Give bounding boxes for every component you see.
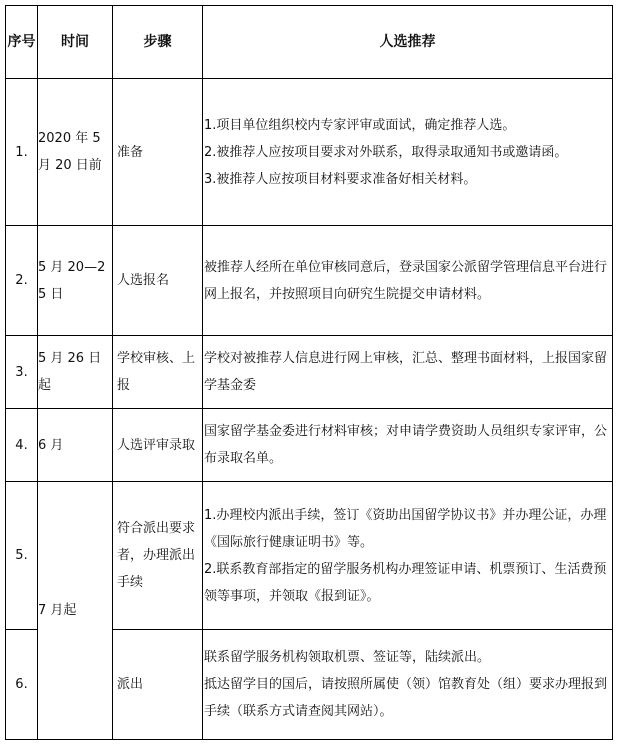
row-step: 符合派出要求者，办理派出手续 (113, 482, 203, 630)
row-time: 2020 年 5 月 20 日前 (38, 79, 113, 226)
header-row (6, 6, 613, 79)
row-number: 4. (6, 409, 38, 482)
table-row (6, 226, 613, 336)
row-recommendation (203, 482, 613, 630)
row-number: 6. (6, 630, 38, 740)
row-step: 学校审核、上报 (113, 336, 203, 409)
row-number: 5. (6, 482, 38, 630)
header-no: 序号 (6, 6, 38, 79)
recommendation-line: 3.被推荐人应按项目材料要求准备好相关材料。 (204, 171, 477, 187)
table-row (6, 482, 613, 630)
row-step: 准备 (113, 79, 203, 226)
recommendation-line: 联系留学服务机构领取机票、签证等，陆续派出。 (204, 650, 491, 665)
recommendation-line: 被推荐人经所在单位审核同意后，登录国家公派留学管理信息平台进行网上报名，并按照项目向研究生院提交申请材料。 (204, 259, 608, 302)
header-time: 时间 (38, 6, 113, 79)
row-recommendation (203, 79, 613, 226)
recommendation-line: 1.项目单位组织校内专家评审或面试，确定推荐人选。 (204, 117, 516, 133)
row-number: 2. (6, 226, 38, 336)
recommendation-line: 学校对被推荐人信息进行网上审核，汇总、整理书面材料，上报国家留学基金委 (204, 351, 608, 393)
table-row (6, 409, 613, 482)
row-recommendation (203, 336, 613, 409)
schedule-table (5, 5, 613, 740)
header-recommendation: 人选推荐 (203, 6, 613, 79)
row-number: 1. (6, 79, 38, 226)
recommendation-line: 2.联系教育部指定的留学服务机构办理签证申请、机票预订、生活费预领等事项，并领取《报到证》。 (204, 561, 607, 604)
row-step: 人选评审录取 (113, 409, 203, 482)
recommendation-line: 2.被推荐人应按项目要求对外联系，取得录取通知书或邀请函。 (204, 144, 568, 160)
row-number: 3. (6, 336, 38, 409)
row-step: 人选报名 (113, 226, 203, 336)
row-time: 5 月 26 日起 (38, 336, 113, 409)
row-time: 6 月 (38, 409, 113, 482)
table-row (6, 79, 613, 226)
table-row (6, 336, 613, 409)
row-recommendation (203, 630, 613, 740)
recommendation-line: 国家留学基金委进行材料审核；对申请学费资助人员组织专家评审，公布录取名单。 (204, 424, 608, 466)
recommendation-line: 1.办理校内派出手续，签订《资助出国留学协议书》并办理公证，办理《国际旅行健康证明书》等。 (204, 507, 607, 550)
row-recommendation (203, 226, 613, 336)
row-recommendation (203, 409, 613, 482)
recommendation-line: 抵达留学目的国后，请按照所属使（领）馆教育处（组）要求办理报到手续（联系方式请查阅其网站）。 (204, 677, 608, 719)
row-step: 派出 (113, 630, 203, 740)
header-step: 步骤 (113, 6, 203, 79)
row-time: 5 月 20—25 日 (38, 226, 113, 336)
row-time: 7 月起 (38, 482, 113, 740)
